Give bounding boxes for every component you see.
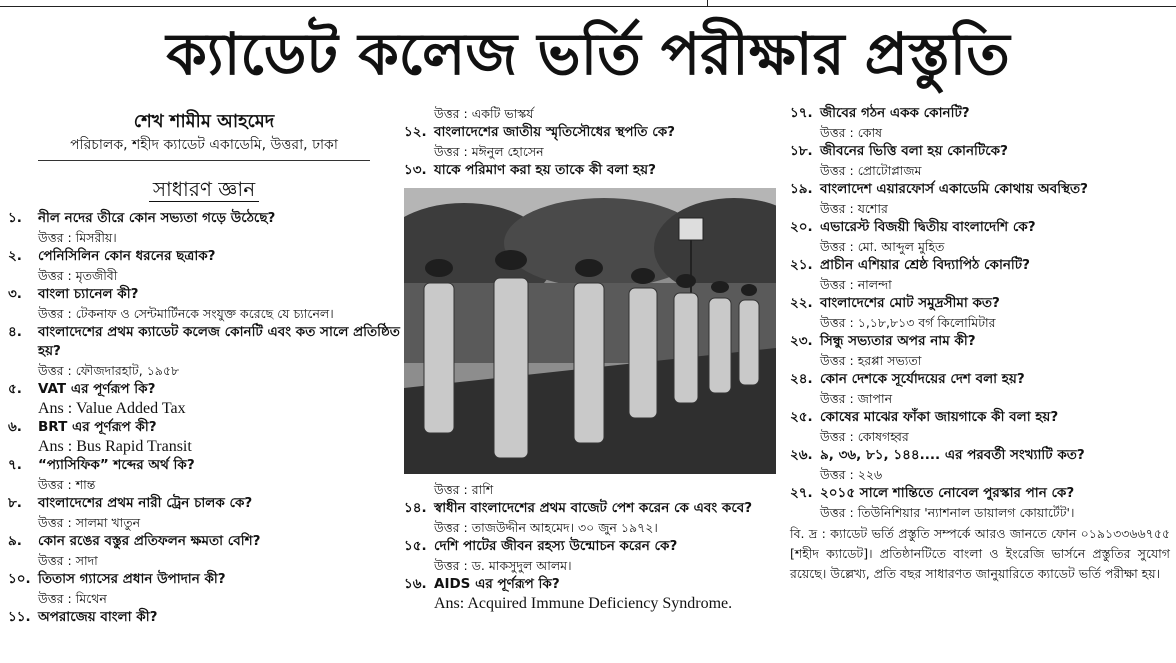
question-text: জীবের গঠন একক কোনটি? bbox=[820, 105, 970, 121]
question-text: “প্যাসিফিক” শব্দের অর্থ কি? bbox=[38, 457, 195, 473]
answer-text: উত্তর : মিথেন bbox=[38, 591, 107, 606]
question-number: ১০. bbox=[8, 571, 31, 587]
answer-text: উত্তর : যশোর bbox=[820, 201, 888, 216]
question-text: বাংলাদেশের প্রথম ক্যাডেট কলেজ কোনটি এবং কত সালে প্রতিষ্ঠিত হয়? bbox=[38, 324, 400, 359]
answer-text: Ans : Bus Rapid Transit bbox=[38, 438, 192, 455]
question-number: ২. bbox=[8, 248, 22, 264]
question-number: ১৮. bbox=[790, 143, 813, 159]
question-number: ১৫. bbox=[404, 538, 427, 554]
question-number: ৯. bbox=[8, 533, 22, 549]
top-tick bbox=[707, 0, 708, 7]
qa-list-1 bbox=[8, 209, 400, 627]
question-text: এভারেস্ট বিজয়ী দ্বিতীয় বাংলাদেশি কে? bbox=[820, 219, 1036, 235]
question-text: কোন দেশকে সূর্যোদয়ের দেশ বলা হয়? bbox=[820, 371, 1025, 387]
question-text: যাকে পরিমাণ করা হয় তাকে কী বলা হয়? bbox=[434, 162, 656, 178]
column-2 bbox=[404, 104, 782, 613]
question-number: ৩. bbox=[8, 286, 22, 302]
section-heading-text: সাধারণ জ্ঞান bbox=[149, 177, 259, 202]
question-item bbox=[790, 294, 1170, 313]
answer-text: উত্তর : নালন্দা bbox=[820, 277, 892, 292]
question-item bbox=[790, 370, 1170, 389]
question-number: ৪. bbox=[8, 324, 22, 340]
question-text: পেনিসিলিন কোন ধরনের ছত্রাক? bbox=[38, 248, 216, 264]
question-text: বাংলাদেশের জাতীয় স্মৃতিসৌধের স্থপতি কে? bbox=[434, 124, 675, 140]
answer-text: উত্তর : সালমা খাতুন bbox=[38, 515, 141, 530]
answer-text: উত্তর : কোষ bbox=[820, 125, 883, 140]
question-item bbox=[8, 285, 400, 304]
answer-text: উত্তর : টেকনাফ ও সেন্টমার্টিনকে সংযুক্ত করেছে যে চ্যানেল। bbox=[38, 306, 334, 321]
question-text: BRT এর পূর্ণরূপ কী? bbox=[38, 419, 157, 435]
question-text: বাংলা চ্যানেল কী? bbox=[38, 286, 139, 302]
page-title: ক্যাডেট কলেজ ভর্তি পরীক্ষার প্রস্তুতি bbox=[166, 20, 1010, 88]
question-number: ১৬. bbox=[404, 576, 427, 592]
question-text: জীবনের ভিত্তি বলা হয় কোনটিকে? bbox=[820, 143, 1008, 159]
column-3 bbox=[790, 104, 1170, 584]
question-number: ২১. bbox=[790, 257, 813, 273]
question-item bbox=[8, 570, 400, 589]
question-number: ৫. bbox=[8, 381, 22, 397]
author-name: শেখ শামীম আহমেদ bbox=[133, 111, 275, 132]
qa-list-3 bbox=[790, 104, 1170, 522]
answer-text: উত্তর : ২২৬ bbox=[820, 467, 883, 482]
question-item bbox=[790, 408, 1170, 427]
question-item bbox=[790, 332, 1170, 351]
question-item bbox=[404, 123, 782, 142]
answer-text: উত্তর : মঈনুল হোসেন bbox=[434, 144, 544, 159]
question-text: স্বাধীন বাংলাদেশের প্রথম বাজেট পেশ করেন কে এবং কবে? bbox=[434, 500, 753, 516]
question-item bbox=[8, 456, 400, 475]
question-number: ৮. bbox=[8, 495, 22, 511]
question-text: বাংলাদেশের মোট সমুদ্রসীমা কত? bbox=[820, 295, 1000, 311]
author-role: পরিচালক, শহীদ ক্যাডেট একাডেমি, উত্তরা, ঢাকা bbox=[38, 134, 370, 161]
answer-text: উত্তর : হরপ্পা সভ্যতা bbox=[820, 353, 922, 368]
question-item bbox=[8, 608, 400, 627]
question-item bbox=[8, 323, 400, 361]
question-number: ২৪. bbox=[790, 371, 813, 387]
question-text: ৯, ৩৬, ৮১, ১৪৪.... এর পরবর্তী সংখ্যাটি কত? bbox=[820, 447, 1085, 463]
question-item bbox=[790, 484, 1170, 503]
answer-text: উত্তর : মো. আব্দুল মুহিত bbox=[820, 239, 945, 254]
question-text: কোষের মাঝের ফাঁকা জায়গাকে কী বলা হয়? bbox=[820, 409, 1059, 425]
question-item bbox=[8, 532, 400, 551]
question-text: তিতাস গ্যাসের প্রধান উপাদান কী? bbox=[38, 571, 226, 587]
question-text: দেশি পাটের জীবন রহস্য উন্মোচন করেন কে? bbox=[434, 538, 678, 554]
question-number: ১৩. bbox=[404, 162, 427, 178]
question-text: অপরাজেয় বাংলা কী? bbox=[38, 609, 158, 625]
question-text: সিন্ধু সভ্যতার অপর নাম কী? bbox=[820, 333, 976, 349]
question-item bbox=[790, 218, 1170, 237]
question-number: ১. bbox=[8, 210, 22, 226]
top-rule bbox=[0, 6, 1176, 7]
answer-text: উত্তর : তাজউদ্দীন আহমেদ। ৩০ জুন ১৯৭২। bbox=[434, 520, 658, 535]
question-number: ২২. bbox=[790, 295, 813, 311]
question-number: ১২. bbox=[404, 124, 427, 140]
answer-text: উত্তর : ১,১৮,৮১৩ বর্গ কিলোমিটার bbox=[820, 315, 996, 330]
question-item bbox=[790, 142, 1170, 161]
question-number: ২৬. bbox=[790, 447, 813, 463]
question-number: ১৯. bbox=[790, 181, 813, 197]
answer-text: উত্তর : মিসরীয়। bbox=[38, 230, 117, 245]
question-text: নীল নদের তীরে কোন সভ্যতা গড়ে উঠেছে? bbox=[38, 210, 276, 226]
marching-cadets-photo bbox=[404, 188, 776, 474]
question-number: ৭. bbox=[8, 457, 22, 473]
question-text: বাংলাদেশের প্রথম নারী ট্রেন চালক কে? bbox=[38, 495, 253, 511]
question-item bbox=[8, 380, 400, 399]
photo-illustration bbox=[404, 188, 776, 474]
answer-text: Ans: Acquired Immune Deficiency Syndrome. bbox=[434, 595, 733, 612]
answer-text: উত্তর : কোষগহ্বর bbox=[820, 429, 909, 444]
column-1 bbox=[8, 110, 400, 627]
question-item bbox=[8, 209, 400, 228]
qa-list-2b bbox=[404, 499, 782, 613]
question-item bbox=[790, 256, 1170, 275]
section-heading bbox=[8, 175, 400, 203]
question-number: ২৫. bbox=[790, 409, 813, 425]
question-item bbox=[790, 104, 1170, 123]
question-number: ১৪. bbox=[404, 500, 427, 516]
qa-list-2a bbox=[404, 123, 782, 180]
answer-text: Ans : Value Added Tax bbox=[38, 400, 186, 417]
answer-text: উত্তর : তিউনিশিয়ার 'ন্যাশনাল ডায়ালগ কোয়ার্টেট'। bbox=[820, 505, 1075, 520]
question-text: AIDS এর পূর্ণরূপ কি? bbox=[434, 576, 560, 592]
answer-text: উত্তর : জাপান bbox=[820, 391, 893, 406]
question-item bbox=[8, 494, 400, 513]
answer-text: উত্তর : সাদা bbox=[38, 553, 98, 568]
question-text: VAT এর পূর্ণরূপ কি? bbox=[38, 381, 156, 397]
footnote: বি. দ্র : ক্যাডেট ভর্তি প্রস্তুতি সম্পর্কে আরও জানতে ফোন ০১৯১৩৩৬৬৭৫৫ [শহীদ ক্যাডেট]। প্রতিষ্ঠানটিতে বাংলা ও ইংরেজি ভার্সনে প্রস্তুতির সুযোগ রয়েছে। উল্লেখ্য, প্রতি বছর সাধারণত জানুয়ারিতে ক্যাডেট ভর্তি পরীক্ষা হয়। bbox=[790, 526, 1170, 581]
question-number: ১১. bbox=[8, 609, 31, 625]
question-item bbox=[790, 180, 1170, 199]
author-block bbox=[8, 110, 400, 161]
answer-text: উত্তর : শান্ত bbox=[38, 477, 96, 492]
question-text: প্রাচীন এশিয়ার শ্রেষ্ঠ বিদ্যাপিঠ কোনটি? bbox=[820, 257, 1030, 273]
question-item bbox=[8, 247, 400, 266]
question-number: ৬. bbox=[8, 419, 22, 435]
question-number: ১৭. bbox=[790, 105, 813, 121]
answer-line: উত্তর : রাশি bbox=[434, 482, 494, 497]
answer-text: উত্তর : ফৌজদারহাট, ১৯৫৮ bbox=[38, 363, 180, 378]
question-text: কোন রঙের বস্তুর প্রতিফলন ক্ষমতা বেশি? bbox=[38, 533, 261, 549]
question-item bbox=[404, 537, 782, 556]
question-number: ২০. bbox=[790, 219, 813, 235]
question-text: বাংলাদেশ এয়ারফোর্স একাডেমি কোথায় অবস্থিত? bbox=[820, 181, 1088, 197]
question-item bbox=[404, 161, 782, 180]
question-text: ২০১৫ সালে শান্তিতে নোবেল পুরস্কার পান কে? bbox=[820, 485, 1075, 501]
answer-text: উত্তর : মৃতজীবী bbox=[38, 268, 118, 283]
answer-text: উত্তর : প্রোটোপ্লাজম bbox=[820, 163, 922, 178]
question-item bbox=[790, 446, 1170, 465]
question-number: ২৭. bbox=[790, 485, 813, 501]
question-item bbox=[404, 575, 782, 594]
answer-line: উত্তর : একটি ভাস্কর্য bbox=[434, 106, 534, 121]
answer-text: উত্তর : ড. মাকসুদুল আলম। bbox=[434, 558, 572, 573]
question-item bbox=[8, 418, 400, 437]
question-number: ২৩. bbox=[790, 333, 813, 349]
question-item bbox=[404, 499, 782, 518]
